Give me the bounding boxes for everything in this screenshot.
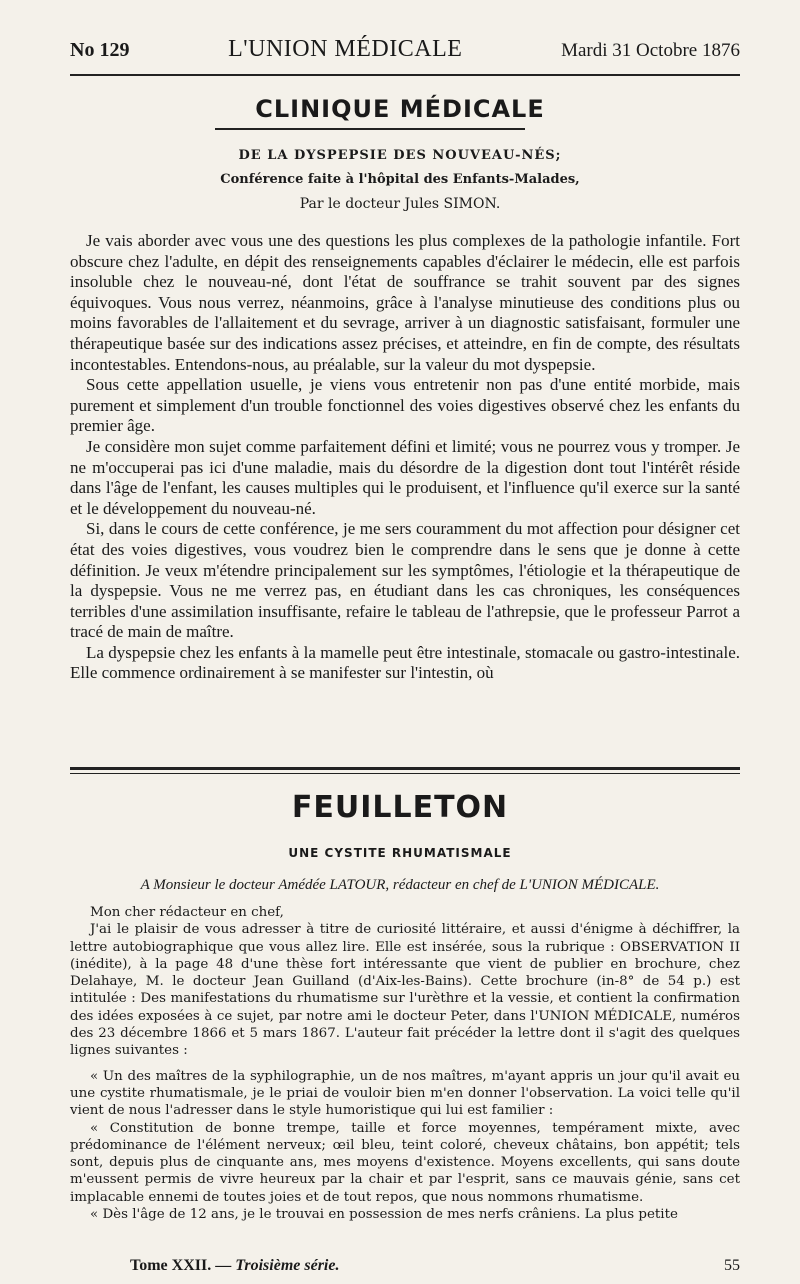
feuilleton-paragraph: « Un des maîtres de la syphilographie, un de nos maîtres, m'ayant appris un jour qu'il avait eu une cystite rhumatismale, je le priai de vouloir bien m'en donner l'observation. La voici telle qu'il vient de nous l'adresser dans le style humoristique qui lui est familier :: [70, 1068, 740, 1119]
section-title-rule: [215, 128, 525, 130]
journal-title: L'UNION MÉDICALE: [228, 36, 463, 62]
feuilleton-paragraph: « Dès l'âge de 12 ans, je le trouvai en possession de mes nerfs crâniens. La plus petite: [90, 1207, 678, 1223]
page-number: 55: [724, 1257, 740, 1274]
article-paragraph: La dyspepsie chez les enfants à la mamelle peut être intestinale, stomacale ou gastro-intestinale. Elle commence ordinairement à se manifester sur l'intestin, où: [70, 642, 740, 683]
feuilleton-title: FEUILLETON: [291, 790, 509, 825]
article-body: [70, 231, 740, 684]
section-title: CLINIQUE MÉDICALE: [255, 95, 545, 123]
article-paragraph: Si, dans le cours de cette conférence, je me sers couramment du mot affection pour désigner cet état des voies digestives, vous voudrez bien le comprendre dans le sens que je donne à cette définition. Je veux m'étendre principalement sur les symptômes, l'étiologie et la thérapeutique de la dyspepsie. Vous ne me verrez pas, en étudiant dans les cas chroniques, les conséquences terribles d'une assimilation insuffisante, refaire le tableau de l'athrepsie, que le professeur Parrot a tracé de main de maître.: [70, 519, 740, 642]
article-paragraph: Sous cette appellation usuelle, je viens vous entretenir non pas d'une entité morbide, mais purement et simplement d'un trouble fonctionnel des voies digestives observé chez les enfants du premier âge.: [70, 375, 740, 436]
feuilleton-paragraph: Mon cher rédacteur en chef,: [90, 905, 284, 920]
article-paragraph: Je considère mon sujet comme parfaitement défini et limité; vous ne pourrez vous y tromper. Je ne m'occuperai pas ici d'une maladie, mais du désordre de la digestion dont tout l'intérêt réside dans l'âge de l'enfant, les causes multiples qui le produisent, et l'influence qu'il exerce sur la santé et le développement du nouveau-né.: [70, 436, 740, 518]
footer-series: Troisième série.: [235, 1257, 340, 1274]
footer-tome: [130, 1257, 339, 1275]
issue-number: No 129: [70, 39, 130, 61]
footer-tome-number: Tome XXII. —: [130, 1257, 232, 1274]
feuilleton-divider-thin: [70, 773, 740, 774]
article-author: Par le docteur Jules SIMON.: [299, 196, 501, 212]
issue-date: Mardi 31 Octobre 1876: [561, 40, 740, 61]
feuilleton-subtitle: UNE CYSTITE RHUMATISMALE: [288, 846, 512, 860]
masthead-rule: [70, 74, 740, 76]
article-subtitle: Conférence faite à l'hôpital des Enfants-Malades,: [220, 172, 580, 187]
feuilleton-paragraph: J'ai le plaisir de vous adresser à titre de curiosité littéraire, et aussi d'énigme à déchiffrer, la lettre autobiographique que vous allez lire. Elle est insérée, sous la rubrique : OBSERVATION II (inédite), à la page 48 d'une thèse fort intéressante que vient de publier en brochure, chez Delahaye, M. le docteur Jean Guilland (d'Aix-les-Bains). Cette brochure (in-8° de 54 p.) est intitulée : Des manifestations du rhumatisme sur l'urèthre et la vessie, et contient la confirmation des idées exposées à ce sujet, par notre ami le docteur Peter, dans l'UNION MÉDICALE, numéros des 23 décembre 1866 et 5 mars 1867. L'auteur fait précéder la lettre dont il s'agit des quelques lignes suivantes :: [70, 922, 740, 1059]
masthead: [70, 36, 740, 63]
feuilleton-divider: [70, 767, 740, 770]
article-title: DE LA DYSPEPSIE DES NOUVEAU-NÉS;: [238, 148, 562, 163]
feuilleton-paragraph: « Constitution de bonne trempe, taille et force moyennes, tempérament mixte, avec prédominance de l'élément nerveux; œil bleu, teint coloré, cheveux châtains, bon appétit; tels sont, depuis plus de cinquante ans, mes moyens d'existence. Moyens excellents, qui sans doute m'eussent permis de vivre heureux par la chair et par l'esprit, sans ce mauvais génie, sans cet implacable ennemi de toutes joies et de tout repos, que nous nommons rhumatisme.: [70, 1120, 740, 1205]
page-footer: [130, 1257, 740, 1275]
feuilleton-dedication: A Monsieur le docteur Amédée LATOUR, rédacteur en chef de L'UNION MÉDICALE.: [140, 877, 660, 893]
feuilleton-body: [70, 904, 740, 1223]
article-paragraph: Je vais aborder avec vous une des questions les plus complexes de la pathologie infantile. Fort obscure chez l'adulte, en dépit des renseignements capables d'éclairer le médecin, elle est parfois insoluble chez le nouveau-né, dont l'état de souffrance se trahit souvent par des signes équivoques. Vous nous verrez, néanmoins, grâce à l'analyse minutieuse des conditions plus ou moins favorables de l'allaitement et du sevrage, arriver à un diagnostic satisfaisant, formuler une thérapeutique basée sur des indications assez précises, et atteindre, en fin de compte, des résultats incontestables. Entendons-nous, au préalable, sur la valeur du mot dyspepsie.: [70, 231, 740, 374]
